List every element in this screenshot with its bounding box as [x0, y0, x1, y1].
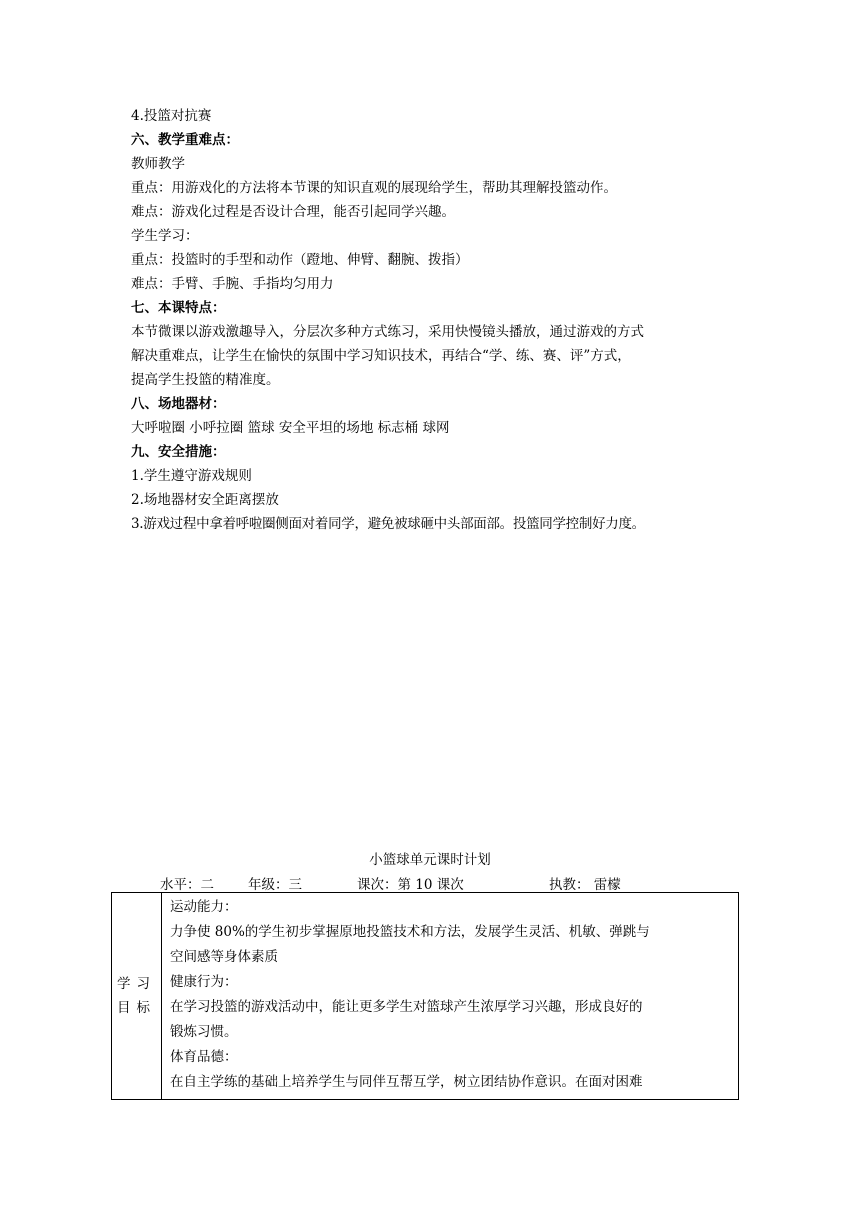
section-heading: 七、本课特点： — [131, 300, 226, 316]
goal-header-line: 学习 — [117, 976, 156, 992]
goal-text: 锻炼习惯。 — [170, 1024, 238, 1040]
lesson-plan-table — [111, 892, 739, 1100]
goal-label: 体育品德： — [170, 1049, 238, 1065]
paragraph: 难点：游戏化过程是否设计合理，能否引起同学兴趣。 — [131, 204, 455, 220]
paragraph: 重点：用游戏化的方法将本节课的知识直观的展现给学生，帮助其理解投篮动作。 — [131, 180, 617, 196]
goal-text: 力争使 80%的学生初步掌握原地投篮技术和方法，发展学生灵活、机敏、弹跳与 — [170, 924, 650, 940]
paragraph: 重点：投篮时的手型和动作（蹬地、伸臂、翻腕、拨指） — [131, 252, 469, 268]
paragraph-line: 解决重难点，让学生在愉快的氛围中学习知识技术，再结合“学、练、赛、评”方式， — [131, 348, 631, 364]
goal-header-line: 目标 — [117, 1000, 156, 1016]
paragraph: 难点：手臂、手腕、手指均匀用力 — [131, 276, 334, 292]
plan-title: 小篮球单元课时计划 — [369, 852, 491, 868]
list-item: 2.场地器材安全距离摆放 — [131, 492, 279, 508]
goal-label: 健康行为： — [170, 974, 238, 990]
goal-body-cell — [162, 893, 739, 1100]
goal-text: 在学习投篮的游戏活动中，能让更多学生对篮球产生浓厚学习兴趣，形成良好的 — [170, 999, 643, 1015]
goal-text: 在自主学练的基础上培养学生与同伴互帮互学，树立团结协作意识。在面对困难 — [170, 1074, 643, 1090]
section-heading: 九、安全措施： — [131, 444, 226, 460]
subheading: 学生学习： — [131, 228, 199, 244]
list-item: 4.投篮对抗赛 — [131, 108, 212, 124]
paragraph: 大呼啦圈 小呼拉圈 篮球 安全平坦的场地 标志桶 球网 — [131, 420, 450, 436]
plan-teacher: 执教： 雷檬 — [549, 877, 621, 893]
plan-level: 水平：二 — [160, 877, 214, 893]
goal-header-cell — [112, 893, 162, 1100]
subheading: 教师教学 — [131, 156, 185, 172]
paragraph-line: 提高学生投篮的精准度。 — [131, 372, 280, 388]
goal-text: 空间感等身体素质 — [170, 949, 278, 965]
table-row — [112, 893, 739, 1100]
plan-grade: 年级：三 — [248, 877, 302, 893]
list-item: 1.学生遵守游戏规则 — [131, 468, 252, 484]
section-heading: 六、教学重难点： — [131, 132, 239, 148]
list-item: 3.游戏过程中拿着呼啦圈侧面对着同学，避免被球砸中头部面部。投篮同学控制好力度。 — [131, 516, 645, 532]
paragraph-line: 本节微课以游戏激趣导入，分层次多种方式练习，采用快慢镜头播放，通过游戏的方式 — [131, 324, 644, 340]
section-heading: 八、场地器材： — [131, 396, 226, 412]
plan-lesson: 课次：第 10 课次 — [357, 877, 464, 893]
goal-label: 运动能力： — [170, 899, 238, 915]
